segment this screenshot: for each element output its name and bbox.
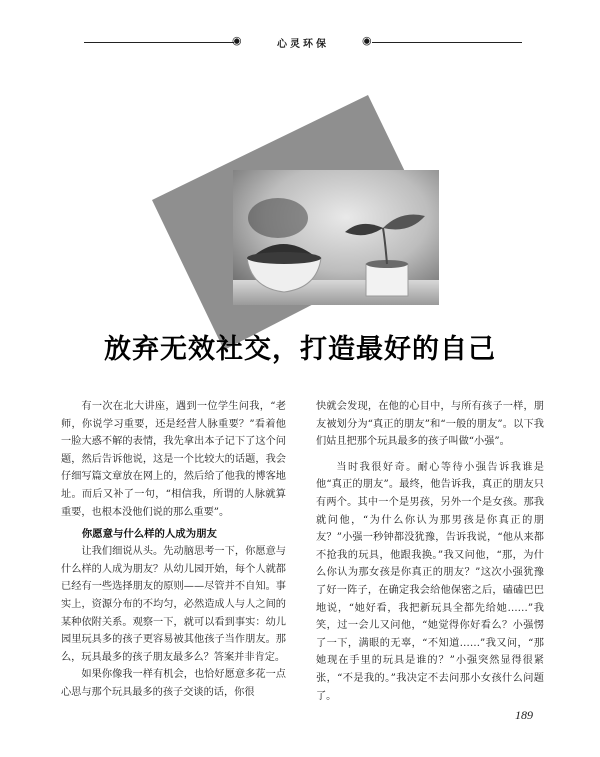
text-column-left [61,398,286,702]
header-ornament-left-icon: ◉ [232,34,242,47]
article-title: 放弃无效社交，打造最好的自己 [104,334,496,365]
paragraph: 让我们细说从头。先动脑思考一下，你愿意与什么样的人成为朋友？从幼儿园开始，每个人就都已经有一些选择朋友的原则——尽管并不自知。事实上，资源分布的不均匀，必然造成人与人之间的某种依附关系。观察一下，就可以看到事实：幼儿园里玩具多的孩子更容易被其他孩子当作朋友。那么，玩具最多的孩子朋友最多么？答案并非肯定。 [61,546,286,663]
paragraph: 如果你像我一样有机会，也恰好愿意多花一点心思与那个玩具最多的孩子交谈的话，你很 [61,669,286,698]
article-photo [233,170,439,305]
sprout-and-grass-pot-icon [233,170,439,305]
paragraph: 快就会发现，在他的心目中，与所有孩子一样，朋友被划分为“真正的朋友”和“一般的朋友”。以下我们姑且把那个玩具最多的孩子叫做“小强”。 [316,401,544,448]
paragraph: 当时我很好奇。耐心等待小强告诉我谁是他“真正的朋友”。最终，他告诉我，真正的朋友只有两个。其中一个是男孩，另外一个是女孩。那我就问他，“为什么你认为那男孩是你真正的朋友？”小强一秒钟都没犹豫，告诉我说，“他从来都不抢我的玩具，他跟我换。”我又问他，“那，为什么你认为那女孩是你真正的朋友？”这次小强犹豫了好一阵子，在确定我会给他保密之后，磕磕巴巴地说，“她好看，我把新玩具全都先给她……”我笑，过一会儿又问他，“她觉得你好看么？小强愣了一下，满眼的无辜，“不知道……”我又问，“那她现在手里的玩具是谁的？”小强突然显得很紧张，“不是我的。”我决定不去问那小女孩什么问题了。 [316,461,544,702]
page-number: 189 [515,708,533,722]
text-column-right [316,398,544,705]
paragraph: 有一次在北大讲座，遇到一位学生问我，“老师，你说学习重要，还是经营人脉重要？”看着他一脸大惑不解的表情，我先拿出本子记下了这个问题，然后告诉他说，这是一个比较大的话题，我会仔细写篇文章放在网上的，然后给了他我的博客地址。而后又补了一句，“相信我，所谓的人脉就算重要，也根本没他们说的那么重要”。 [61,401,286,518]
section-heading: 你愿意与什么样的人成为朋友 [81,528,217,541]
header-ornament-right-icon: ◉ [362,34,372,47]
section-label: 心灵环保 [277,39,329,50]
